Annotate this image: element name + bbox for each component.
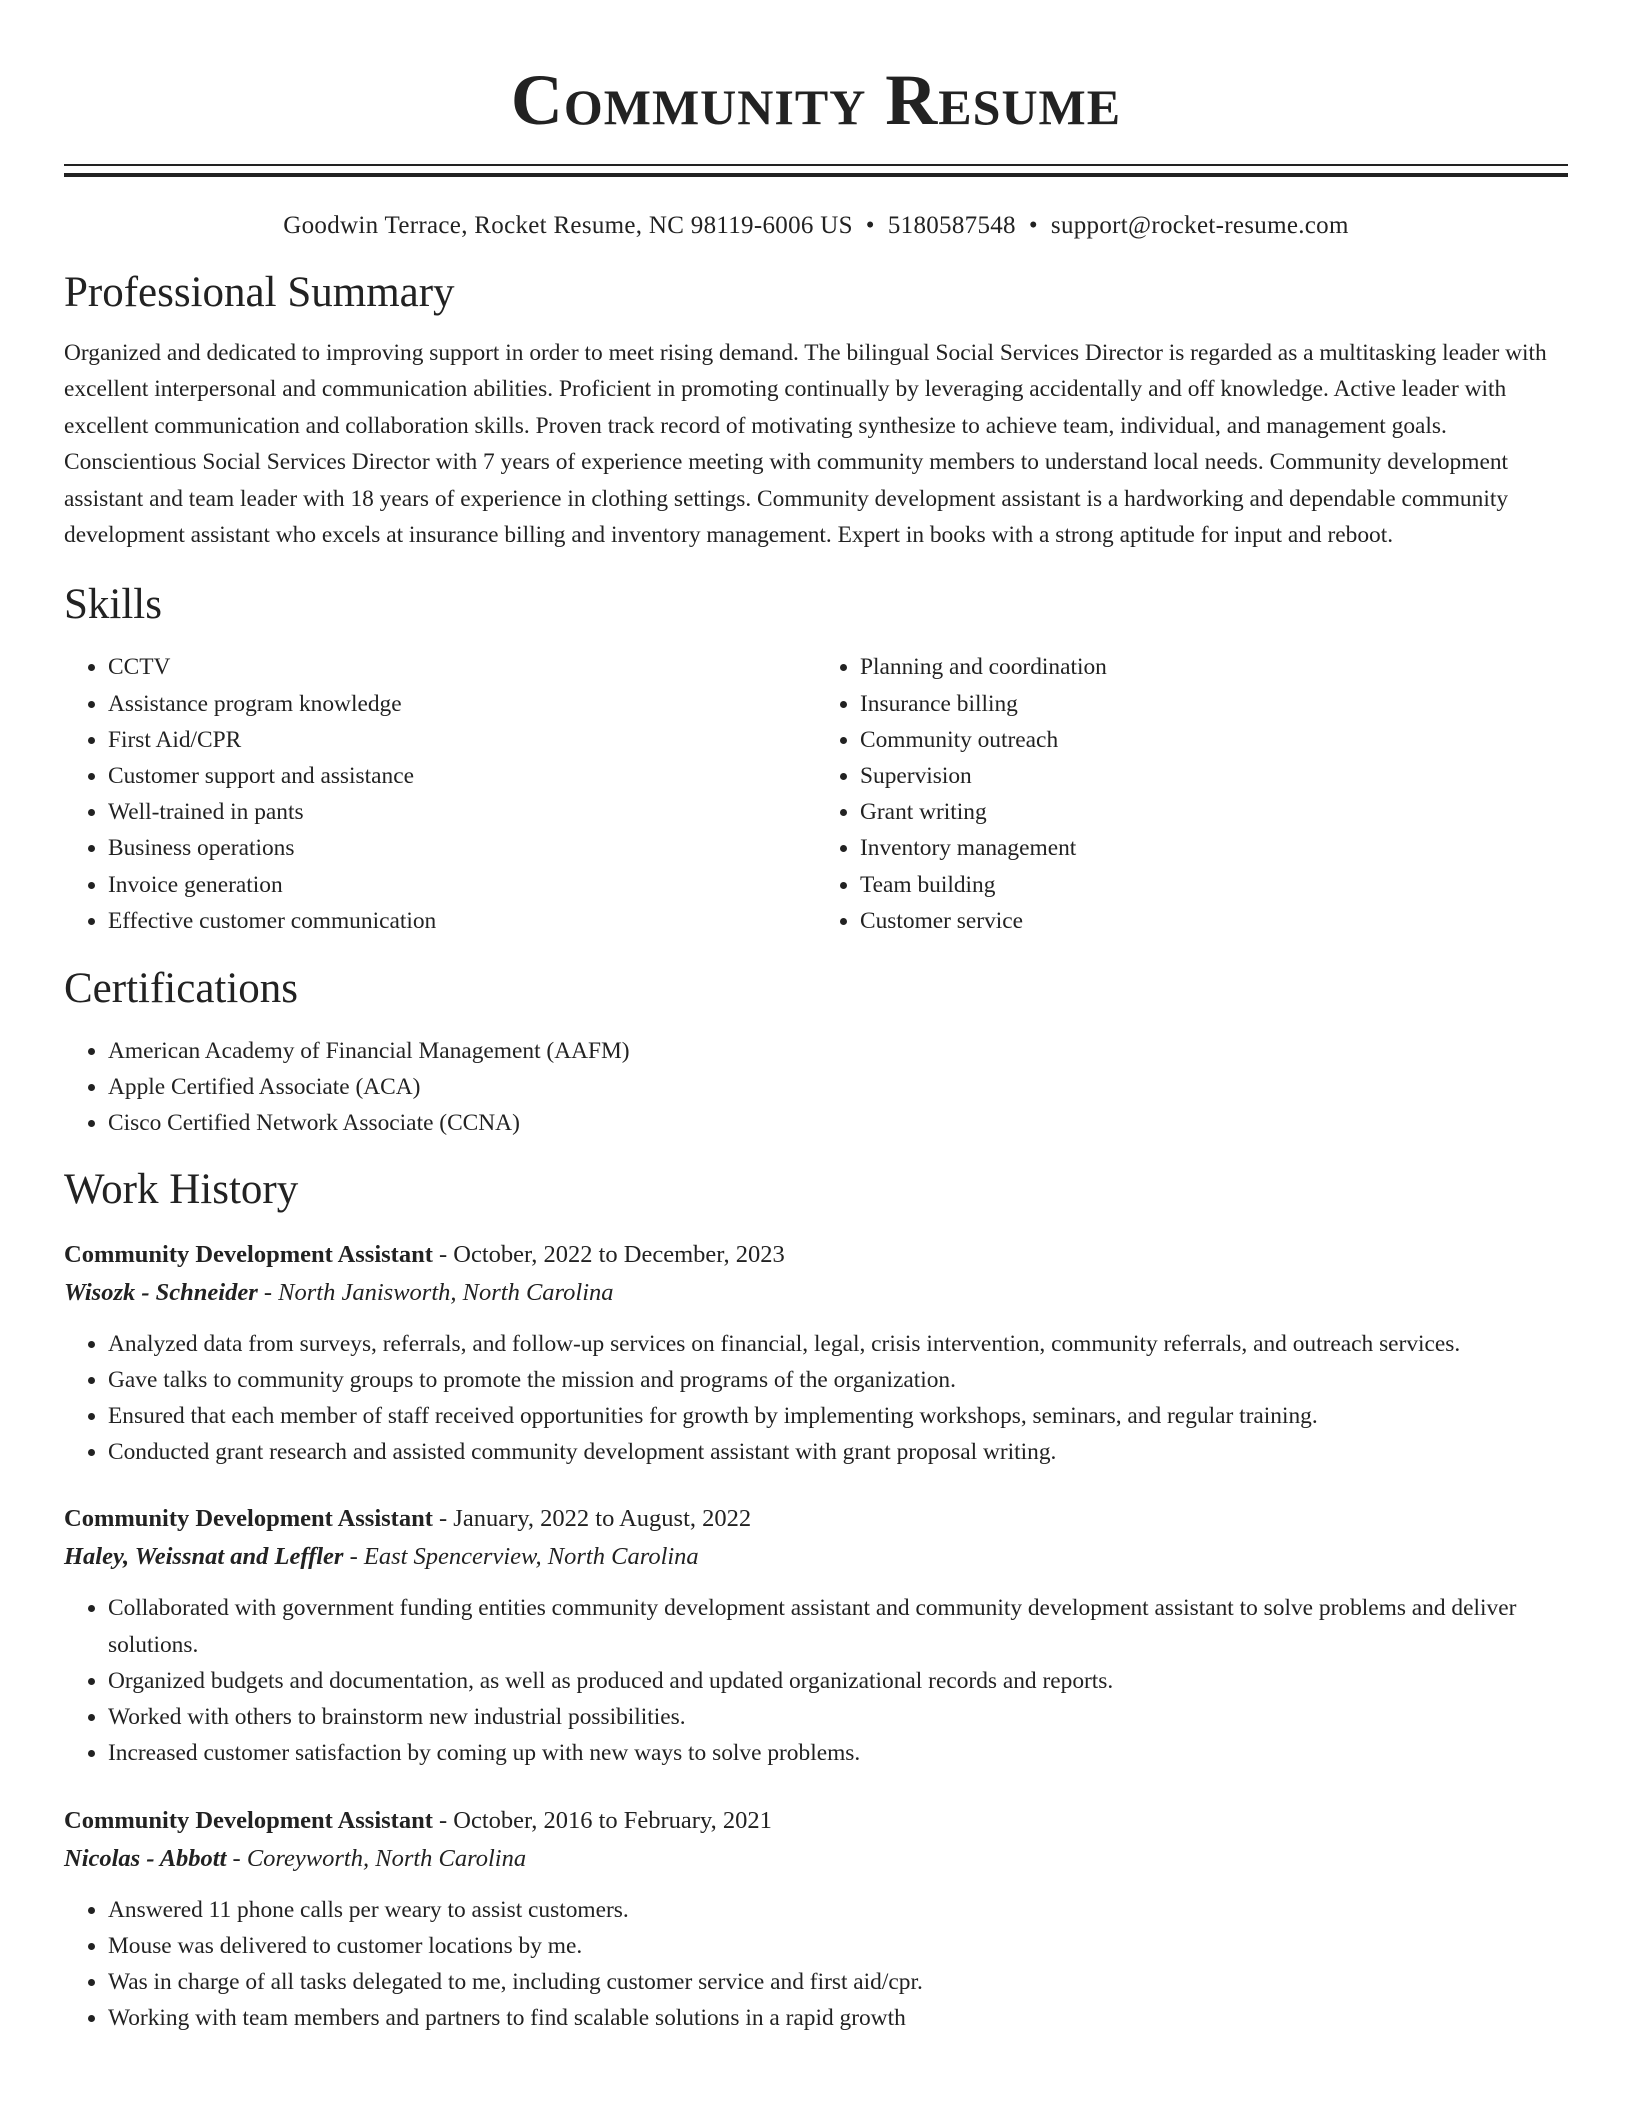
job-duty: • Was in charge of all tasks delegated to me, including customer service and first aid/cpr. (108, 1964, 1568, 2000)
job-duty: • Mouse was delivered to customer locations by me. (108, 1928, 1568, 1964)
job-duty: • Organized budgets and documentation, as well as produced and updated organizational records and reports. (108, 1663, 1568, 1699)
job-duties-list (64, 1892, 1568, 2037)
job-location: - Coreyworth, North Carolina (226, 1844, 527, 1872)
skill-item: • Community outreach (860, 722, 1568, 758)
job-duty: • Increased customer satisfaction by coming up with new ways to solve problems. (108, 1735, 1568, 1771)
title-divider-thick (64, 173, 1568, 177)
skill-item: • Well-trained in pants (108, 794, 816, 830)
skill-item: • Customer support and assistance (108, 758, 816, 794)
job-company: Wisozk - Schneider (64, 1278, 258, 1306)
certifications-heading: Certifications (64, 965, 299, 1013)
job-entry (64, 1500, 1568, 1771)
skill-item: • Customer service (860, 903, 1568, 939)
skills-heading: Skills (64, 581, 162, 629)
job-role: Community Development Assistant (64, 1505, 433, 1533)
contact-separator: • (1028, 212, 1038, 239)
skill-item: • Effective customer communication (108, 903, 816, 939)
job-duty: • Worked with others to brainstorm new industrial possibilities. (108, 1699, 1568, 1735)
skills-list-left (64, 649, 816, 939)
skills-list-right (816, 649, 1568, 939)
certification-item: • Apple Certified Associate (ACA) (108, 1069, 1568, 1105)
certifications-section (64, 963, 1568, 1142)
contact-address: Goodwin Terrace, Rocket Resume, NC 98119-6006 US (283, 212, 853, 239)
job-company-line (64, 1840, 1568, 1878)
certification-item: • American Academy of Financial Management (AAFM) (108, 1033, 1568, 1069)
skill-item: • First Aid/CPR (108, 722, 816, 758)
resume-title: Community Resume (510, 60, 1122, 140)
job-dates: - October, 2016 to February, 2021 (432, 1806, 772, 1834)
job-dates: - January, 2022 to August, 2022 (432, 1505, 752, 1533)
job-dates: - October, 2022 to December, 2023 (432, 1240, 785, 1268)
work-history-section (64, 1164, 1568, 2037)
job-duties-list (64, 1326, 1568, 1471)
resume-header (64, 58, 1568, 243)
job-duty: • Ensured that each member of staff received opportunities for growth by implementing workshops, seminars, and regular training. (108, 1398, 1568, 1434)
skill-item: • Business operations (108, 830, 816, 866)
job-role: Community Development Assistant (64, 1240, 433, 1268)
summary-text: Organized and dedicated to improving support in order to meet rising demand. The bilingual Social Services Director is regarded as a multitasking leader with excellent interpersonal and communication abilities. Proficient in promoting continually by leveraging accidentally and off knowledge. Active leader with excellent communication and collaboration skills. Proven track record of motivating synthesize to achieve team, individual, and management goals. Conscientious Social Services Director with 7 years of experience meeting with community members to understand local needs. Community development assistant and team leader with 18 years of experience in clothing settings. Community development assistant is a hardworking and dependable community development assistant who excels at insurance billing and inventory management. Expert in books with a strong aptitude for input and reboot. (64, 340, 1547, 549)
contact-line (64, 209, 1568, 243)
contact-separator: • (865, 212, 875, 239)
job-location: - North Janisworth, North Carolina (257, 1278, 614, 1306)
job-title-line (64, 1802, 1568, 1840)
job-entry (64, 1236, 1568, 1471)
certification-item: • Cisco Certified Network Associate (CCNA) (108, 1105, 1568, 1141)
job-title-line (64, 1236, 1568, 1274)
job-entry (64, 1802, 1568, 2037)
skill-item: • Insurance billing (860, 686, 1568, 722)
work-history-heading: Work History (64, 1165, 299, 1213)
job-title-line (64, 1500, 1568, 1538)
skill-item: • Supervision (860, 758, 1568, 794)
job-duty: • Collaborated with government funding entities community development assistant and community development assistant to solve problems and deliver solutions. (108, 1590, 1568, 1662)
skill-item: • CCTV (108, 649, 816, 685)
skill-item: • Planning and coordination (860, 649, 1568, 685)
summary-heading: Professional Summary (64, 269, 455, 316)
skills-section (64, 579, 1568, 939)
job-company-line (64, 1274, 1568, 1312)
skill-item: • Team building (860, 867, 1568, 903)
job-company-line (64, 1538, 1568, 1576)
summary-section (64, 267, 1568, 553)
certifications-list (64, 1033, 1568, 1142)
job-role: Community Development Assistant (64, 1806, 433, 1834)
job-duty: • Working with team members and partners to find scalable solutions in a rapid growth (108, 2000, 1568, 2036)
job-duty: • Gave talks to community groups to promote the mission and programs of the organization. (108, 1362, 1568, 1398)
resume-page (64, 0, 1568, 2036)
skill-item: • Assistance program knowledge (108, 686, 816, 722)
job-duty: • Answered 11 phone calls per weary to assist customers. (108, 1892, 1568, 1928)
job-location: - East Spencerview, North Carolina (343, 1543, 699, 1571)
skills-grid (64, 649, 1568, 939)
job-duties-list (64, 1590, 1568, 1771)
job-company: Haley, Weissnat and Leffler (64, 1543, 344, 1571)
job-duty: • Analyzed data from surveys, referrals, and follow-up services on financial, legal, crisis intervention, community referrals, and outreach services. (108, 1326, 1568, 1362)
skill-item: • Inventory management (860, 830, 1568, 866)
skill-item: • Invoice generation (108, 867, 816, 903)
job-company: Nicolas - Abbott (64, 1844, 227, 1872)
contact-email: support@rocket-resume.com (1050, 212, 1349, 239)
job-duty: • Conducted grant research and assisted community development assistant with grant proposal writing. (108, 1434, 1568, 1470)
title-divider-thin (64, 164, 1568, 166)
skill-item: • Grant writing (860, 794, 1568, 830)
contact-phone: 5180587548 (887, 212, 1016, 239)
